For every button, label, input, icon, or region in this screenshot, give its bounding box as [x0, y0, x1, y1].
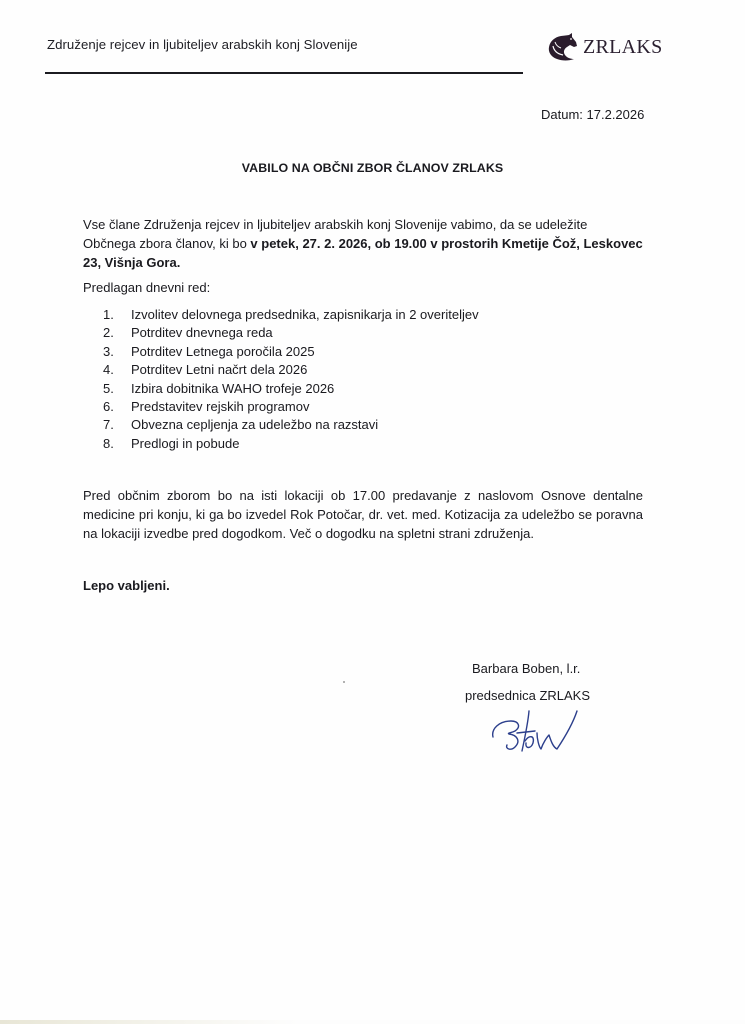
agenda-item	[103, 435, 479, 453]
agenda-list	[103, 306, 479, 453]
agenda-item	[103, 380, 479, 398]
agenda-item	[103, 324, 479, 342]
agenda-item-text: Potrditev Letni načrt dela 2026	[131, 362, 308, 378]
agenda-item-number: 1.	[103, 307, 114, 322]
handwritten-signature	[485, 705, 605, 760]
closing-line: Lepo vabljeni.	[83, 578, 170, 593]
agenda-item-text: Predlogi in pobude	[131, 435, 240, 451]
logo	[545, 32, 663, 62]
invitation-details: v petek, 27. 2. 2026, ob 19.00 v prostorih Kmetije Čož, Leskovec 23, Višnja Gora.	[83, 236, 643, 270]
agenda-item	[103, 416, 479, 434]
agenda-item-text: Izbira dobitnika WAHO trofeje 2026	[131, 380, 335, 396]
agenda-item	[103, 361, 479, 379]
invitation-paragraph	[83, 215, 643, 272]
agenda-item-number: 7.	[103, 417, 114, 433]
agenda-item-number: 6.	[103, 399, 114, 415]
agenda-item-text: Izvolitev delovnega predsednika, zapisnikarja in 2 overiteljev	[131, 307, 479, 322]
agenda-item-number: 3.	[103, 343, 114, 359]
scan-edge	[0, 1020, 745, 1024]
logo-text: ZRLAKS	[583, 35, 663, 58]
agenda-label: Predlagan dnevni red:	[83, 280, 211, 295]
header-divider	[45, 72, 523, 74]
agenda-item	[103, 343, 479, 361]
agenda-item-number: 4.	[103, 362, 114, 378]
agenda-item-number: 5.	[103, 380, 114, 396]
horse-head-icon	[545, 32, 579, 62]
signer-role: predsednica ZRLAKS	[465, 688, 591, 703]
document-title: VABILO NA OBČNI ZBOR ČLANOV ZRLAKS	[241, 161, 504, 175]
invitation-intro: Vse člane Združenja rejcev in ljubiteljev arabskih konj Slovenije vabimo, da se udeležite Občnega zbora članov, ki bo	[83, 217, 588, 251]
agenda-item	[103, 398, 479, 416]
organization-name: Združenje rejcev in ljubiteljev arabskih konj Slovenije	[47, 37, 358, 52]
agenda-item-text: Obvezna cepljenja za udeležbo na razstavi	[131, 417, 379, 433]
agenda-item-text: Predstavitev rejskih programov	[131, 399, 310, 415]
signer-name: Barbara Boben, l.r.	[472, 661, 581, 676]
agenda-item	[103, 306, 479, 324]
agenda-item-number: 8.	[103, 435, 114, 451]
document-date: Datum: 17.2.2026	[541, 107, 645, 122]
agenda-item-text: Potrditev Letnega poročila 2025	[131, 343, 315, 359]
scan-speck	[343, 681, 345, 683]
agenda-item-text: Potrditev dnevnega reda	[131, 325, 273, 341]
lecture-paragraph: Pred občnim zborom bo na isti lokaciji ob 17.00 predavanje z naslovom Osnove dentalne medicine pri konju, ki ga bo izvedel Rok Potočar, dr. vet. med. Kotizacija za udeležbo se poravna na lokaciji izvedbe pred dogodkom. Več o dogodku na spletni strani združenja.	[83, 488, 643, 541]
agenda-item-number: 2.	[103, 325, 114, 341]
